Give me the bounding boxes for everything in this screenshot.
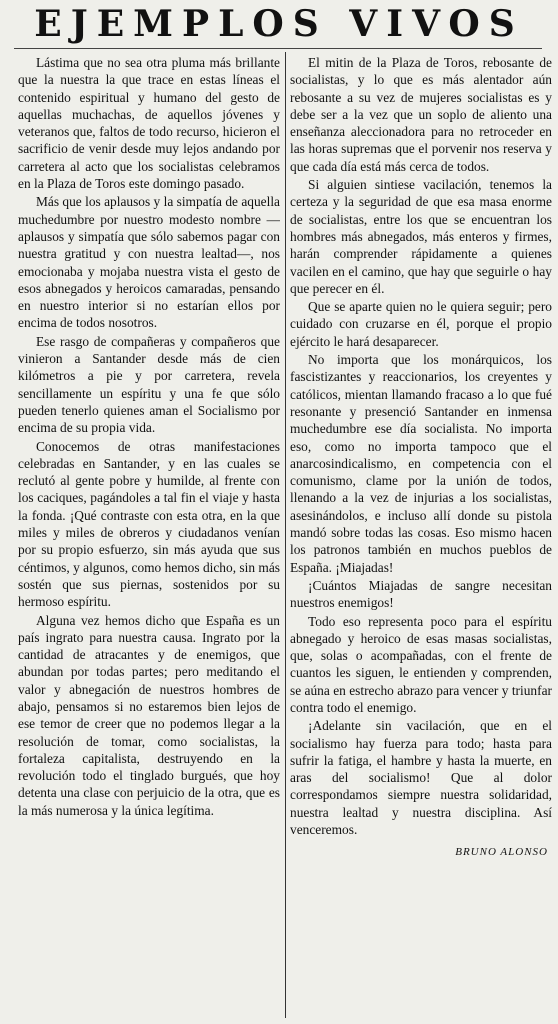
paragraph: El mitin de la Plaza de Toros, rebosante de socialistas, y lo que es más alentador aún rebosante a su vez de mujeres socialistas es y debe ser a la vez que un soplo de aliento una enseñanza aleccionadora para no retroceder en las horas supremas que el porvenir nos reserva y que cada día está más cerca de todos. [290,55,552,174]
paragraph: Si alguien sintiese vacilación, tenemos la certeza y la seguridad de que esa masa enorme de socialistas, entre los que se encuentran los hombres más abnegados, más enteros y firmes, harán comprender rápidamente a quienes vacilen en el camino, que hay que seguirle o hay que perecer en él. [290,177,552,296]
column-divider [285,52,286,1018]
author-signature: BRUNO ALONSO [455,846,548,859]
paragraph: ¡Adelante sin vacilación, que en el socialismo hay fuerza para todo; hasta para sufrir la fatiga, el hambre y hasta la muerte, en aras del socialismo! Que al dolor correspondamos siempre nuestra solidaridad, nuestra lealtad y nuestra disciplina. Así venceremos. [290,718,552,838]
left-column [18,54,280,1018]
paragraph: No importa que los monárquicos, los fascistizantes y reaccionarios, los creyentes y católicos, mientan llamando fracaso a lo que fué resonante y presenció Santander en inmensa muchedumbre ese día socialista. No importa eso, como no importa tampoco que el anarcosindicalismo, en competencia con el comunismo, clame por la unión de todos, llenando a la vez de injurias a los socialistas, asesinándolos, e incluso allí donde su pistola mandó sobre todas las cosas. Eso mismo hacen los patronos también en muchos pueblos de España. ¡Miajadas! [290,352,552,575]
paragraph: Ese rasgo de compañeras y compañeros que vinieron a Santander desde más de cien kilómetros a pie y por carretera, revela sencillamente un espíritu y una fe que sólo pueden tenerlo quienes aman el Socialismo por encima de su propia vida. [18,333,280,436]
top-rule [14,48,542,49]
paragraph: Lástima que no sea otra pluma más brillante que la nuestra la que trace en estas líneas el contenido espiritual y humano del gesto de aquellas muchachas, de aquellos jóvenes y veteranos que, faltos de todo recurso, hicieron el sacrificio de venir desde muy lejos andando por carretera al acto que los socialistas celebramos en la Plaza de Toros este domingo pasado. [18,55,280,192]
paragraph: Todo eso representa poco para el espíritu abnegado y heroico de esas masas socialistas, que, solas o acompañadas, con el frente de cuantos les siguen, le entienden y comprenden, se aúna en estrecho abrazo para vencer y triunfar contra todo el enemigo. [290,613,552,715]
paragraph: Alguna vez hemos dicho que España es un país ingrato para nuestra causa. Ingrato por la cantidad de atracantes y de enemigos, que abundan por todas partes; pero meditando el valor y abnegación de nuestros hombres de abajo, pensamos si no estaremos bien lejos de ese temor de creer que no podemos llegar a la resolución de tomar, como socialistas, la fortaleza capitalista, destruyendo en la revolución todo el tinglado burgués, que hoy detenta una clase con perjuicio de la otra, que es la más numerosa y la única legítima. [18,612,280,818]
right-column [290,54,552,1018]
paragraph: Más que los aplausos y la simpatía de aquella muchedumbre por nuestro modesto nombre —aplausos y simpatía que sólo sabemos pagar con nuestra gratitud y con nuestra lealtad—, nos emocionaba y mojaba nuestra vista el gesto de esos abnegados y heroicos camaradas, pensando en nuestro interior si no estarían ellos por encima de todos nosotros. [18,194,280,331]
paragraph: ¡Cuántos Miajadas de sangre necesitan nuestros enemigos! [290,577,552,611]
paragraph: Que se aparte quien no le quiera seguir; pero cuidado con cruzarse en él, porque el propio ejército le hará desaparecer. [290,299,552,349]
headline: EJEMPLOS VIVOS [34,3,524,45]
paragraph: Conocemos de otras manifestaciones celebradas en Santander, y en las cuales se reclutó al gente pobre y humilde, al frente con los caciques, pagándoles a tal fin el viaje y hasta la fonda. ¡Qué contraste con esta otra, en la que miles y miles de obreros y ciudadanos venían por su propio esfuerzo, sin más ayuda que sus céntimos, y algunos, como hemos dicho, sin más sostén que sus piernas, sostenidos por su hermoso espíritu. [18,438,280,610]
